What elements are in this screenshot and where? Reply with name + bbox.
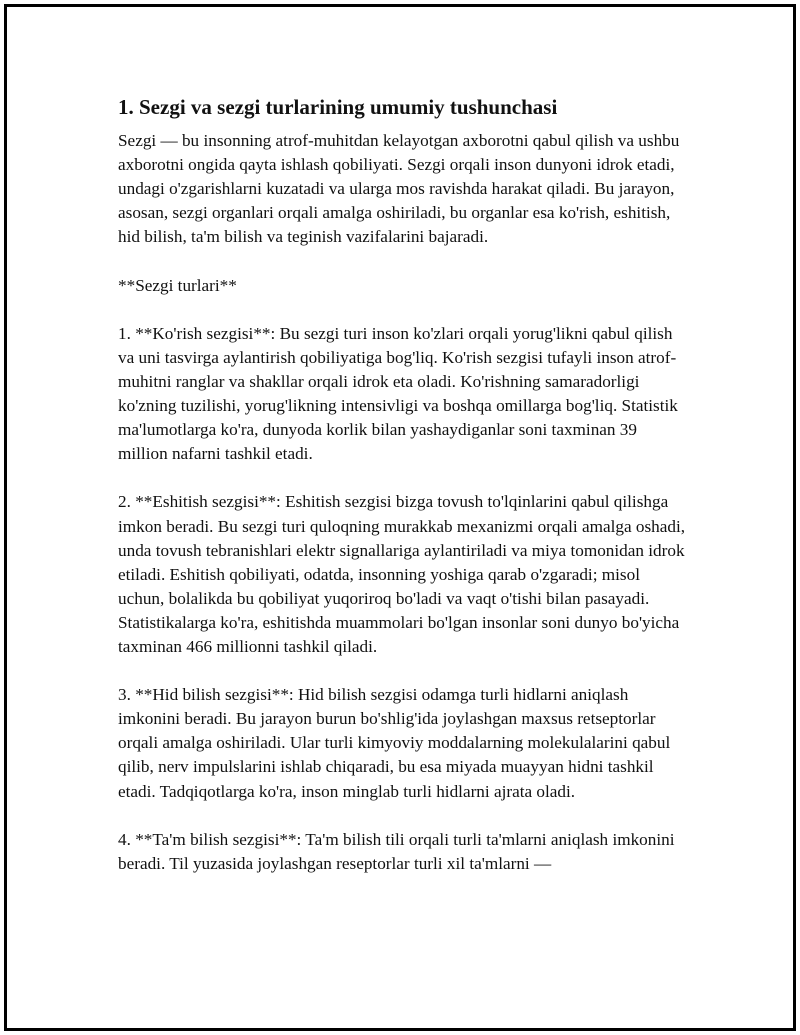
list-item-smell: 3. **Hid bilish sezgisi**: Hid bilish sezgisi odamga turli hidlarni aniqlash imkonini beradi. Bu jarayon burun bo'shlig'ida joylashgan maxsus retseptorlar orqali amalga oshiriladi. Ular turli kimyoviy moddalarning molekulalarini qabul qilib, nerv impulslarini ishlab chiqaradi, bu esa miyada muayyan hidni tashkil etadi. Tadqiqotlarga ko'ra, inson minglab turli hidlarni ajrata oladi. [118,685,671,801]
list-item-vision: 1. **Ko'rish sezgisi**: Bu sezgi turi inson ko'zlari orqali yorug'likni qabul qilish va uni tasvirga aylantirish qobiliyatiga bog'liq. Ko'rish sezgisi tufayli inson atrof-muhitni ranglar va shakllar orqali idrok eta oladi. Ko'rishning samaradorligi ko'zning tuzilishi, yorug'likning intensivligi va boshqa omillarga bog'liq. Statistik ma'lumotlarga ko'ra, dunyoda korlik bilan yashaydiganlar soni taxminan 39 million nafarni tashkil etadi. [118,323,678,464]
document-body [118,93,688,900]
section-heading: 1. Sezgi va sezgi turlarining umumiy tushunchasi [118,95,558,119]
list-item-hearing: 2. **Eshitish sezgisi**: Eshitish sezgisi bizga tovush to'lqinlarini qabul qilishga imkon beradi. Bu sezgi turi quloqning murakkab mexanizmi orqali amalga oshadi, unda tovush tebranishlari elektr signallariga aylantiriladi va miya tomonidan idrok etiladi. Eshitish qobiliyati, odatda, insonning yoshiga qarab o'zgaradi; misol uchun, bolalikda bu qobiliyat yuqoriroq bo'ladi va vaqt o'tishi bilan pasayadi. Statistikalarga ko'ra, eshitishda muammolari bo'lgan insonlar soni dunyo bo'yicha taxminan 466 millionni tashkil qiladi. [118,492,686,656]
list-item-taste: 4. **Ta'm bilish sezgisi**: Ta'm bilish tili orqali turli ta'mlarni aniqlash imkonini beradi. Til yuzasida joylashgan reseptorlar turli xil ta'mlarni — [118,829,675,873]
intro-paragraph: Sezgi — bu insonning atrof-muhitdan kelayotgan axborotni qabul qilish va ushbu axborotni ongida qayta ishlash qobiliyati. Sezgi orqali inson dunyoni idrok etadi, undagi o'zgarishlarni kuzatadi va ularga mos ravishda harakat qiladi. Bu jarayon, asosan, sezgi organlari orqali amalga oshiriladi, bu organlar esa ko'rish, eshitish, hid bilish, ta'm bilish va teginish vazifalarini bajaradi. [118,131,680,247]
sense-types-subheading: **Sezgi turlari** [118,275,237,295]
